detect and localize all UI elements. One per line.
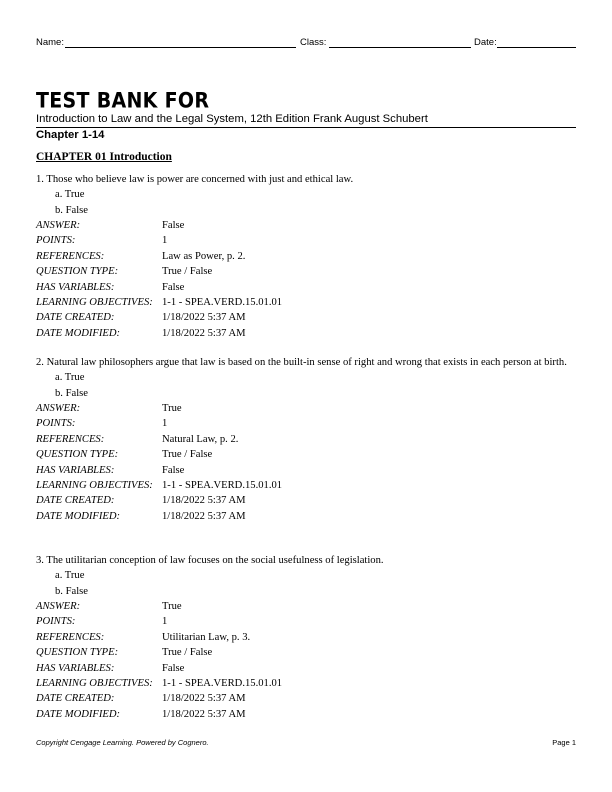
question-block [36,355,576,524]
meta-has-variables [36,661,576,676]
answer-option: b. False [55,387,88,399]
meta-question-type [36,264,576,279]
meta-label: DATE CREATED: [36,312,115,324]
meta-value: True / False [162,647,213,659]
name-blank-line [65,47,296,48]
meta-value: 1/18/2022 5:37 AM [162,327,246,339]
title-divider [36,127,576,128]
meta-label: DATE MODIFIED: [36,510,121,522]
meta-value: 1 [162,235,168,247]
meta-label: REFERENCES: [36,250,105,262]
meta-label: ANSWER: [36,601,81,612]
student-info-header [36,36,576,50]
meta-date-created [36,310,576,325]
meta-learning-objectives [36,295,576,310]
meta-label: LEARNING OBJECTIVES: [36,479,153,491]
meta-label: DATE CREATED: [36,495,115,507]
meta-label: REFERENCES: [36,433,105,445]
meta-label: QUESTION TYPE: [36,266,119,278]
meta-points [36,614,576,629]
meta-learning-objectives [36,676,576,691]
meta-date-modified [36,326,576,341]
footer-copyright: Copyright Cengage Learning. Powered by Cognero. [36,738,209,747]
meta-label: REFERENCES: [36,631,105,643]
date-label: Date: [474,37,497,48]
meta-date-modified [36,509,576,524]
meta-value: True [162,601,182,612]
meta-value: 1-1 - SPEA.VERD.15.01.01 [162,479,283,491]
meta-value: 1-1 - SPEA.VERD.15.01.01 [162,296,283,308]
meta-date-created [36,493,576,508]
question-text: 1. Those who believe law is power are concerned with just and ethical law. [36,174,354,185]
meta-date-modified [36,707,576,722]
meta-label: DATE MODIFIED: [36,708,121,720]
meta-answer [36,401,576,416]
meta-question-type [36,645,576,660]
question-block [36,172,576,341]
name-label: Name: [36,37,64,48]
footer-page-number: Page 1 [552,738,576,747]
meta-value: 1/18/2022 5:37 AM [162,510,246,522]
meta-label: QUESTION TYPE: [36,647,119,659]
meta-value: Utilitarian Law, p. 3. [162,631,251,643]
meta-value: 1/18/2022 5:37 AM [162,693,246,705]
answer-option: b. False [55,585,88,597]
meta-label: LEARNING OBJECTIVES: [36,296,153,308]
date-blank-line [497,47,576,48]
question-block [36,553,576,722]
meta-has-variables [36,463,576,478]
section-heading: CHAPTER 01 Introduction [36,151,172,163]
meta-value: True / False [162,266,213,278]
meta-references [36,630,576,645]
meta-value: 1/18/2022 5:37 AM [162,495,246,507]
meta-label: DATE MODIFIED: [36,327,121,339]
meta-value: 1 [162,418,168,430]
meta-label: HAS VARIABLES: [36,662,115,674]
meta-value: Natural Law, p. 2. [162,433,239,445]
meta-label: ANSWER: [36,220,81,231]
book-subtitle: Introduction to Law and the Legal System, 12th Edition Frank August Schubert [36,113,428,125]
meta-label: DATE CREATED: [36,693,115,705]
meta-label: POINTS: [36,418,76,430]
answer-option: b. False [55,204,88,216]
meta-points [36,416,576,431]
meta-label: LEARNING OBJECTIVES: [36,677,153,689]
meta-value: False [162,662,185,674]
chapter-range: Chapter 1-14 [36,129,105,141]
meta-value: 1 [162,616,168,628]
meta-references [36,432,576,447]
meta-label: ANSWER: [36,403,81,414]
meta-value: Law as Power, p. 2. [162,250,246,262]
question-text: 2. Natural law philosophers argue that law is based on the built-in sense of right and wrong that exists in each person at birth. [36,357,567,368]
class-label: Class: [300,37,327,48]
meta-label: POINTS: [36,616,76,628]
meta-references [36,249,576,264]
answer-option: a. True [55,189,85,200]
answer-option: a. True [55,372,85,383]
class-blank-line [329,47,471,48]
question-text: 3. The utilitarian conception of law focuses on the social usefulness of legislation. [36,555,384,566]
meta-value: False [162,220,185,231]
meta-answer [36,218,576,233]
meta-label: QUESTION TYPE: [36,449,119,461]
page-title: TEST BANK FOR [36,89,210,114]
meta-value: 1/18/2022 5:37 AM [162,708,246,720]
meta-points [36,233,576,248]
meta-question-type [36,447,576,462]
meta-value: False [162,281,185,293]
meta-date-created [36,691,576,706]
answer-option: a. True [55,570,85,581]
meta-answer [36,599,576,614]
meta-learning-objectives [36,478,576,493]
meta-value: True / False [162,449,213,461]
meta-label: HAS VARIABLES: [36,464,115,476]
meta-value: False [162,464,185,476]
meta-label: HAS VARIABLES: [36,281,115,293]
meta-has-variables [36,280,576,295]
meta-label: POINTS: [36,235,76,247]
meta-value: True [162,403,182,414]
meta-value: 1/18/2022 5:37 AM [162,312,246,324]
meta-value: 1-1 - SPEA.VERD.15.01.01 [162,677,283,689]
